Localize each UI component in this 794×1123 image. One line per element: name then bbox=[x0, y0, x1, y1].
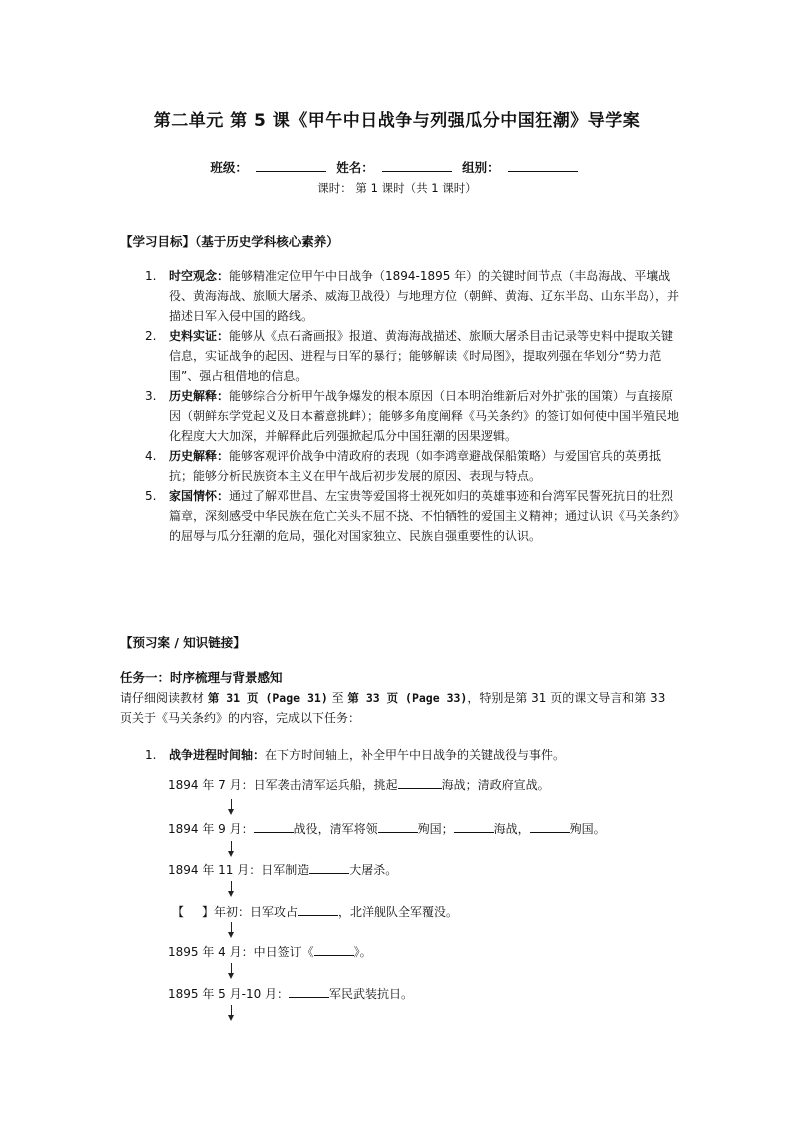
goal-item bbox=[145, 486, 685, 546]
goals-list bbox=[145, 266, 685, 546]
page-ref-33: 第 33 页 (Page 33) bbox=[347, 691, 468, 705]
goal-heading: 历史解释： bbox=[169, 389, 230, 403]
task1-item bbox=[145, 746, 685, 763]
goal-heading: 历史解释： bbox=[169, 449, 230, 463]
event-text: 海战；清政府宣战。 bbox=[441, 778, 550, 792]
down-arrow-icon bbox=[227, 963, 237, 979]
down-arrow-icon bbox=[227, 799, 237, 815]
answer-blank[interactable] bbox=[289, 985, 329, 998]
timeline-event bbox=[168, 943, 372, 960]
goal-item bbox=[145, 446, 685, 486]
answer-blank[interactable] bbox=[254, 820, 294, 833]
goal-item bbox=[145, 386, 685, 446]
goal-text: 能够客观评价战争中清政府的表现（如李鸿章避战保船策略）与爱国官兵的英勇抵抗；能够分析民族资本主义在甲午战后初步发展的原因、表现与特点。 bbox=[169, 449, 662, 483]
goal-text: 能够从《点石斋画报》报道、黄海海战描述、旅顺大屠杀目击记录等史料中提取关键信息，实证战争的起因、进程与日军的暴行；能够解读《时局图》，提取列强在华划分“势力范围”、强占租借地的信息。 bbox=[169, 329, 674, 383]
period-info: 课时： 第 1 课时（共 1 课时） bbox=[317, 181, 477, 195]
goal-number: 4. bbox=[145, 449, 157, 463]
student-info-row bbox=[0, 158, 794, 176]
down-arrow-icon bbox=[227, 881, 237, 897]
event-text: ，北洋舰队全军覆没。 bbox=[338, 905, 459, 919]
event-text: 战役，清军将领 bbox=[293, 822, 378, 836]
goal-item bbox=[145, 326, 685, 386]
goal-text: 能够精准定位甲午中日战争（1894-1895 年）的关键时间节点（丰岛海战、平壤战役、黄海海战、旅顺大屠杀、威海卫战役）与地理方位（朝鲜、黄海、辽东半岛、山东半岛），并描述日军入侵中国的路线。 bbox=[169, 269, 680, 323]
answer-blank[interactable] bbox=[454, 820, 494, 833]
down-arrow-icon bbox=[227, 922, 237, 938]
event-text: 海战， bbox=[493, 822, 530, 836]
down-arrow-icon bbox=[227, 841, 237, 857]
goal-text: 通过了解邓世昌、左宝贵等爱国将士视死如归的英雄事迹和台湾军民誓死抗日的壮烈篇章，深刻感受中华民族在危亡关头不屈不挠、不怕牺牲的爱国主义精神；通过认识《马关条约》的屈辱与瓜分狂潮的危局，强化对国家独立、民族自强重要性的认识。 bbox=[169, 489, 686, 543]
task1-title: 任务一：时序梳理与背景感知 bbox=[120, 670, 283, 685]
group-blank[interactable] bbox=[508, 159, 578, 172]
name-label: 姓名： bbox=[336, 160, 374, 175]
event-text: 日军攻占 bbox=[250, 905, 299, 919]
event-text: 日军制造 bbox=[261, 863, 310, 877]
event-text: 日军袭击清军运兵船，挑起 bbox=[253, 778, 398, 792]
goal-heading: 家国情怀： bbox=[169, 489, 230, 503]
answer-blank[interactable] bbox=[314, 943, 354, 956]
class-blank[interactable] bbox=[256, 159, 326, 172]
group-label: 组别： bbox=[462, 160, 500, 175]
timeline-event bbox=[168, 861, 397, 878]
class-label: 班级： bbox=[210, 160, 248, 175]
goal-number: 1. bbox=[145, 269, 157, 283]
intro-text: 请仔细阅读教材 bbox=[120, 691, 208, 705]
year-blank[interactable] bbox=[184, 904, 202, 916]
goal-number: 2. bbox=[145, 329, 157, 343]
event-date: 1894 年 11 月： bbox=[168, 863, 262, 877]
page-title: 第二单元 第 5 课《甲午中日战争与列强瓜分中国狂潮》导学案 bbox=[153, 111, 641, 131]
timeline-event bbox=[168, 776, 550, 793]
event-date: 】年初： bbox=[202, 905, 251, 919]
page-ref-31: 第 31 页 (Page 31) bbox=[207, 691, 328, 705]
event-date: 1895 年 4 月： bbox=[168, 945, 254, 959]
event-text: 中日签订《 bbox=[253, 945, 314, 959]
item-heading: 战争进程时间轴： bbox=[169, 748, 266, 762]
answer-blank[interactable] bbox=[309, 861, 349, 874]
answer-blank[interactable] bbox=[530, 820, 570, 833]
name-blank[interactable] bbox=[382, 159, 452, 172]
task1-intro bbox=[120, 688, 680, 728]
item-text: 在下方时间轴上，补全甲午中日战争的关键战役与事件。 bbox=[265, 748, 566, 762]
timeline-event bbox=[172, 903, 458, 920]
intro-text: 至 bbox=[327, 691, 348, 705]
intro-text: ，特别是第 31 页的课文导言和第 33 页关于《马关条约》的内容，完成以下任务： bbox=[120, 691, 666, 725]
item-number: 1. bbox=[145, 748, 157, 762]
event-date: 1895 年 5 月-10 月： bbox=[168, 987, 290, 1001]
answer-blank[interactable] bbox=[398, 776, 442, 789]
goal-item bbox=[145, 266, 685, 326]
goal-heading: 时空观念： bbox=[169, 269, 230, 283]
timeline-event bbox=[168, 985, 413, 1002]
event-date: 1894 年 7 月： bbox=[168, 778, 254, 792]
event-text: 大屠杀。 bbox=[349, 863, 398, 877]
goal-text: 能够综合分析甲午战争爆发的根本原因（日本明治维新后对外扩张的国策）与直接原因（朝鲜东学党起义及日本蓄意挑衅）；能够多角度阐释《马关条约》的签订如何使中国半殖民地化程度大大加深，并解释此后列强掀起瓜分中国狂潮的因果逻辑。 bbox=[169, 389, 680, 443]
event-text: 》。 bbox=[353, 945, 372, 959]
goal-number: 3. bbox=[145, 389, 157, 403]
event-text: 殉国。 bbox=[569, 822, 606, 836]
event-text: 殉国； bbox=[417, 822, 454, 836]
down-arrow-icon bbox=[227, 1005, 237, 1021]
goal-heading: 史料实证： bbox=[169, 329, 230, 343]
timeline-event bbox=[168, 820, 606, 837]
bracket-open: 【 bbox=[172, 905, 185, 919]
preview-heading: 【预习案 / 知识链接】 bbox=[120, 635, 246, 650]
answer-blank[interactable] bbox=[378, 820, 418, 833]
goal-number: 5. bbox=[145, 489, 157, 503]
event-text: 军民武装抗日。 bbox=[329, 987, 414, 1001]
goals-heading: 【学习目标】（基于历史学科核心素养） bbox=[120, 234, 339, 249]
answer-blank[interactable] bbox=[298, 903, 338, 916]
event-date: 1894 年 9 月： bbox=[168, 822, 254, 836]
